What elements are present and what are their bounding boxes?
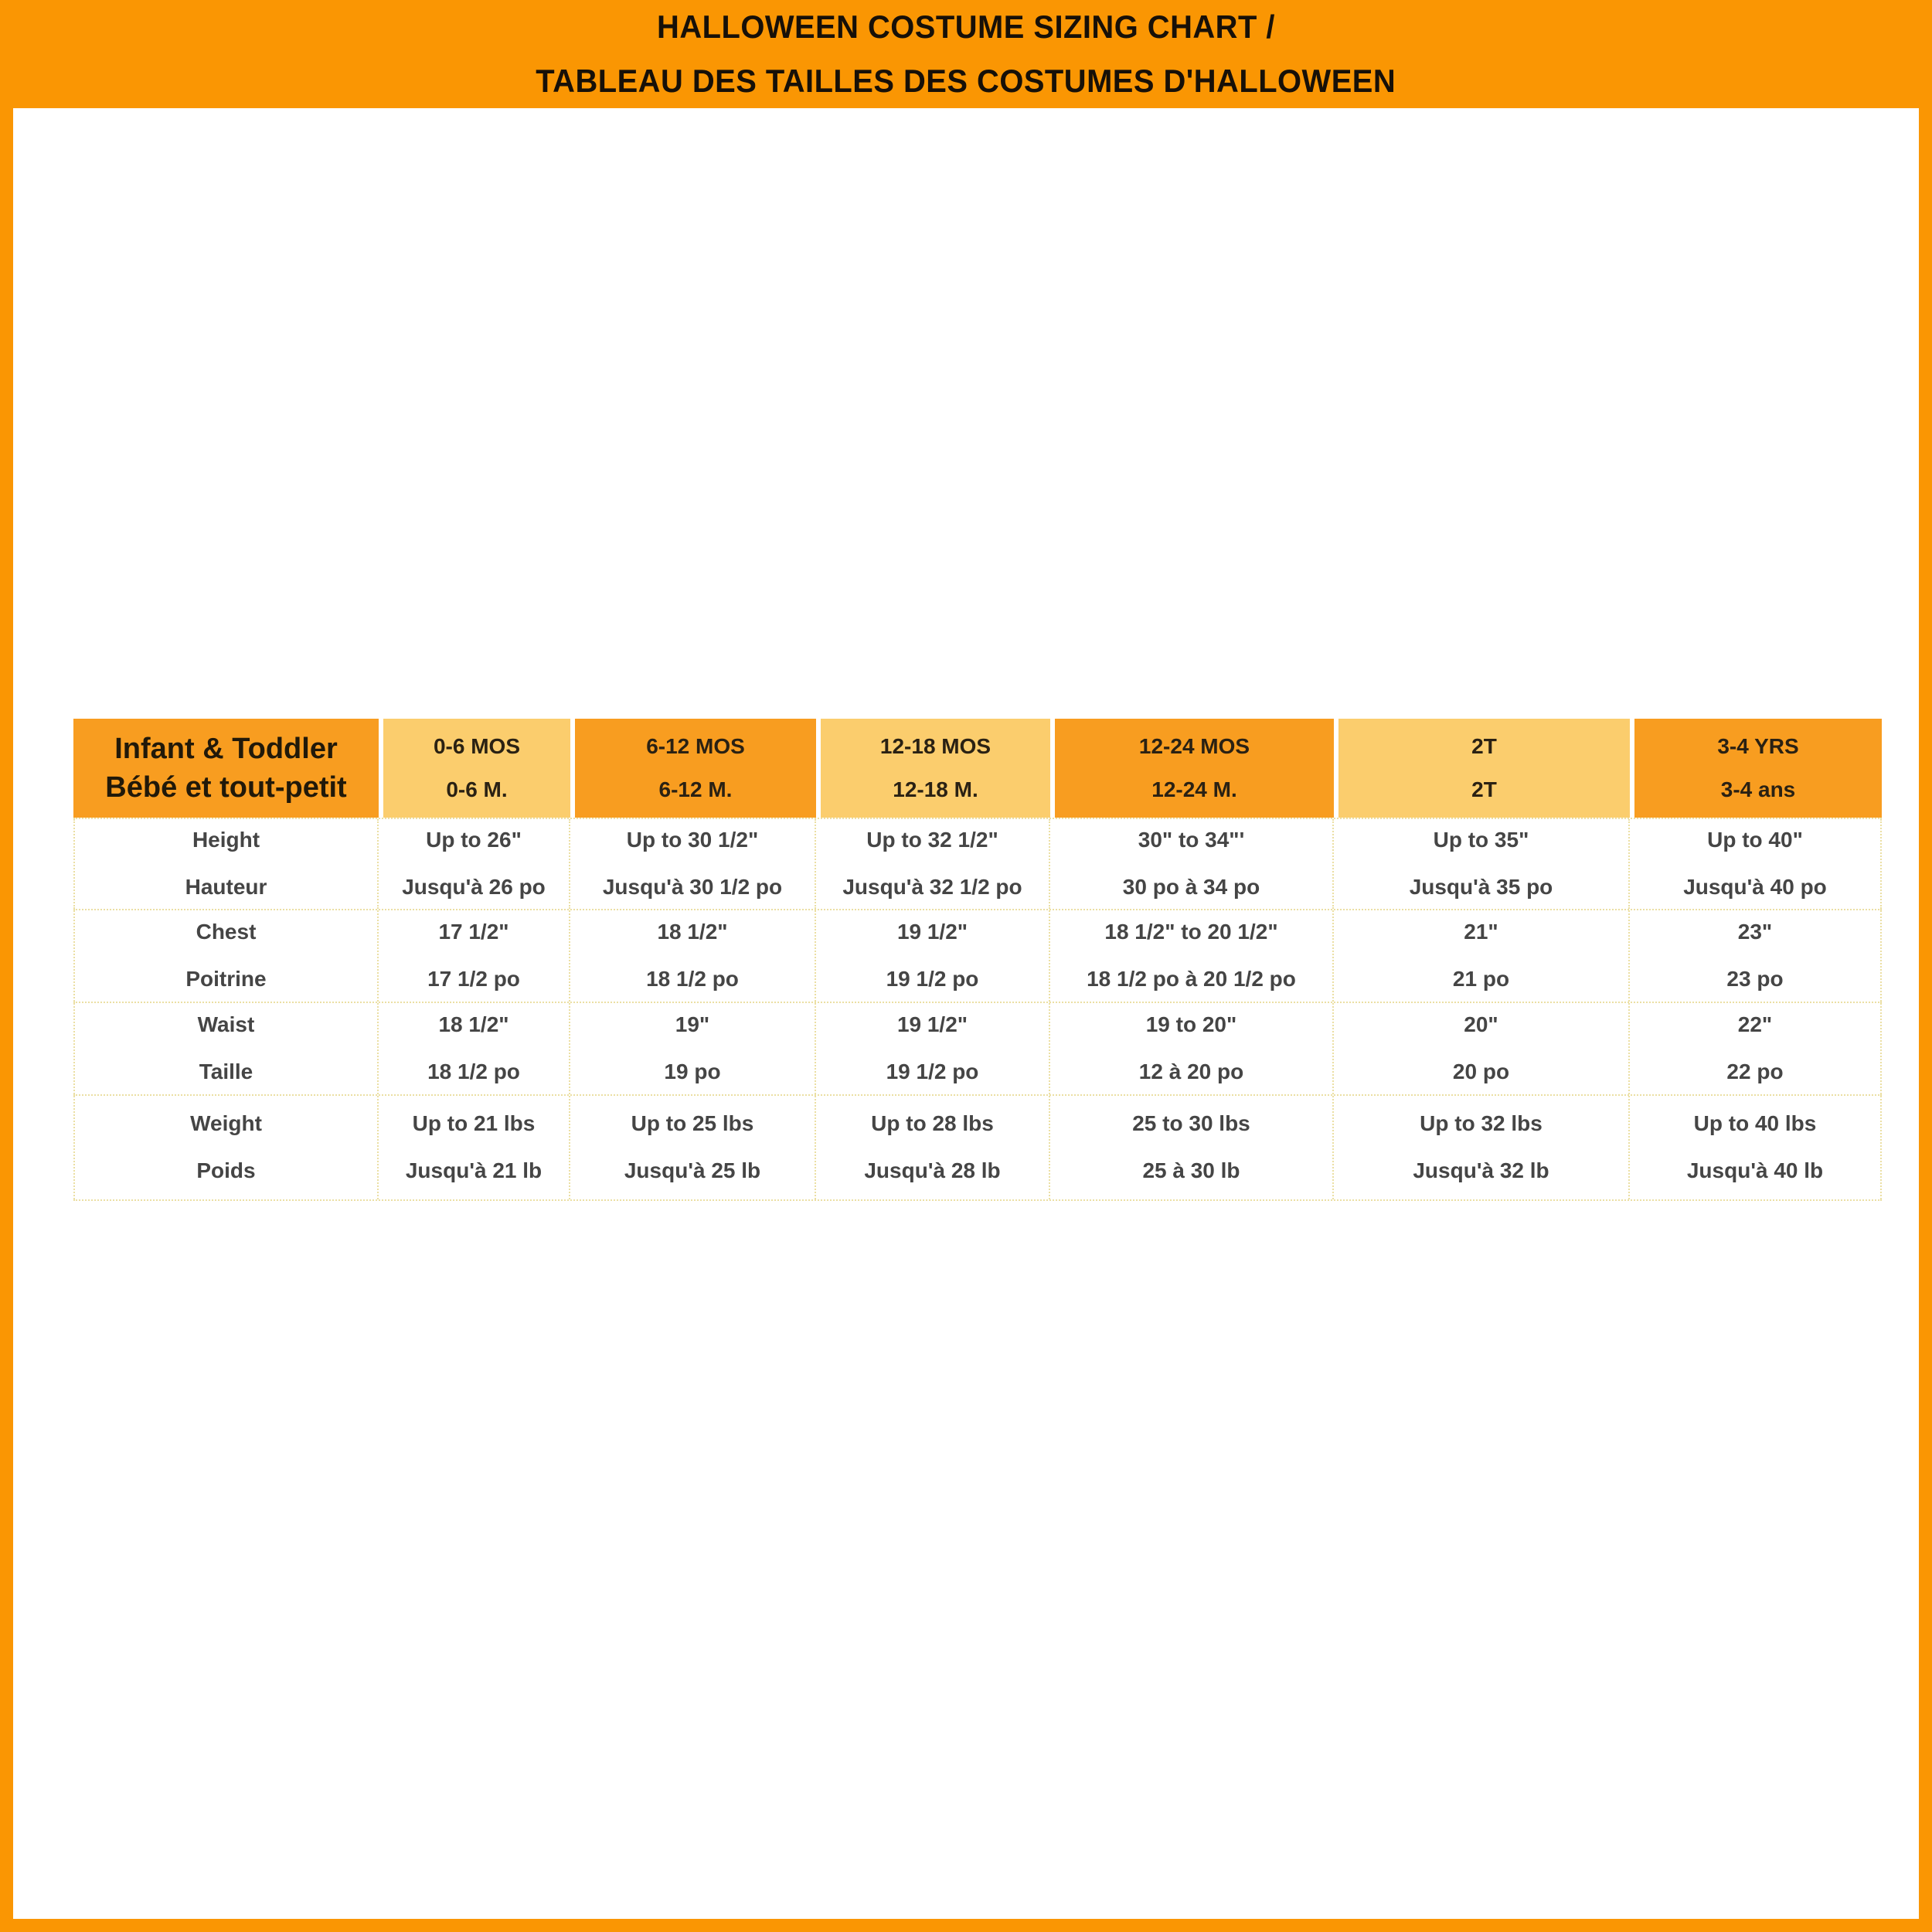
waist-12-24-mos-cell <box>1050 1003 1334 1094</box>
cell-value-en: Up to 21 lbs <box>412 1111 536 1136</box>
waist-3-4-yrs-cell <box>1630 1003 1882 1094</box>
header-6-12-mos <box>570 719 816 818</box>
header-infant-toddler <box>73 719 379 818</box>
header-2t <box>1334 719 1630 818</box>
header-0-6-mos <box>379 719 570 818</box>
weight-0-6-mos-cell <box>379 1096 570 1199</box>
height-12-24-mos-cell <box>1050 819 1334 909</box>
row-label-waist-en: Waist <box>197 1012 255 1037</box>
row-label-chest-fr: Poitrine <box>185 967 267 991</box>
cell-value-fr: Jusqu'à 28 lb <box>864 1158 1001 1182</box>
header-0-6-mos-fr: 0-6 M. <box>446 777 508 801</box>
cell-value-en: 18 1/2" to 20 1/2" <box>1104 920 1278 944</box>
cell-value-en: Up to 35" <box>1433 828 1529 852</box>
height-12-18-mos-cell <box>816 819 1050 909</box>
row-label-chest <box>73 910 379 1002</box>
frame-left-border <box>0 108 13 1932</box>
height-6-12-mos-cell <box>570 819 816 909</box>
cell-value-fr: 19 1/2 po <box>886 1060 979 1083</box>
table-row-waist <box>73 1003 1882 1096</box>
table-body <box>73 818 1882 1201</box>
chest-2t-cell <box>1334 910 1630 1002</box>
cell-value-fr: 25 à 30 lb <box>1142 1158 1240 1182</box>
cell-value-fr: Jusqu'à 40 po <box>1683 875 1827 899</box>
chest-6-12-mos-cell <box>570 910 816 1002</box>
header-2t-fr: 2T <box>1471 777 1497 801</box>
header-12-18-mos-en: 12-18 MOS <box>879 734 992 758</box>
height-3-4-yrs-cell <box>1630 819 1882 909</box>
row-label-height-fr: Hauteur <box>185 875 267 899</box>
waist-12-18-mos-cell <box>816 1003 1050 1094</box>
row-label-chest-en: Chest <box>196 920 257 944</box>
chest-12-24-mos-cell <box>1050 910 1334 1002</box>
cell-value-en: Up to 40 lbs <box>1693 1111 1817 1136</box>
chest-12-18-mos-cell <box>816 910 1050 1002</box>
frame-right-border <box>1919 108 1932 1932</box>
cell-value-fr: 17 1/2 po <box>427 967 520 991</box>
header-3-4-yrs-en: 3-4 YRS <box>1717 734 1799 758</box>
frame-bottom-border <box>0 1919 1932 1932</box>
waist-2t-cell <box>1334 1003 1630 1094</box>
cell-value-en: 23" <box>1737 920 1773 944</box>
cell-value-fr: Jusqu'à 26 po <box>402 875 546 899</box>
cell-value-en: 30" to 34"' <box>1138 828 1245 852</box>
cell-value-en: Up to 25 lbs <box>631 1111 754 1136</box>
cell-value-fr: 20 po <box>1452 1060 1510 1083</box>
height-2t-cell <box>1334 819 1630 909</box>
header-12-24-mos-fr: 12-24 M. <box>1151 777 1237 801</box>
header-infant-toddler-en: Infant & Toddler <box>114 732 338 765</box>
row-label-weight-en: Weight <box>190 1111 262 1136</box>
cell-value-fr: Jusqu'à 32 1/2 po <box>842 875 1022 899</box>
header-6-12-mos-en: 6-12 MOS <box>646 734 745 758</box>
cell-value-fr: 30 po à 34 po <box>1122 875 1260 899</box>
cell-value-fr: 18 1/2 po <box>427 1060 520 1083</box>
row-label-height-en: Height <box>192 828 260 852</box>
cell-value-fr: Jusqu'à 21 lb <box>405 1158 543 1182</box>
cell-value-fr: 23 po <box>1726 967 1784 991</box>
waist-0-6-mos-cell <box>379 1003 570 1094</box>
weight-12-24-mos-cell <box>1050 1096 1334 1199</box>
header-3-4-yrs-fr: 3-4 ans <box>1720 777 1796 801</box>
cell-value-en: 20" <box>1464 1012 1498 1037</box>
cell-value-fr: 12 à 20 po <box>1138 1060 1244 1083</box>
page-title-french: TABLEAU DES TAILLES DES COSTUMES D'HALLOWEEN <box>536 63 1396 99</box>
table-row-weight <box>73 1096 1882 1201</box>
row-label-waist-fr: Taille <box>199 1060 253 1083</box>
cell-value-fr: Jusqu'à 32 lb <box>1413 1158 1549 1182</box>
table-row-chest <box>73 910 1882 1003</box>
row-label-weight <box>73 1096 379 1199</box>
cell-value-en: Up to 32 lbs <box>1420 1111 1543 1136</box>
header-6-12-mos-fr: 6-12 M. <box>658 777 733 801</box>
cell-value-fr: Jusqu'à 25 lb <box>624 1158 761 1182</box>
header-12-18-mos <box>816 719 1050 818</box>
cell-value-en: 18 1/2" <box>657 920 728 944</box>
page-title-english: HALLOWEEN COSTUME SIZING CHART / <box>657 9 1275 45</box>
row-label-weight-fr: Poids <box>196 1158 256 1182</box>
cell-value-fr: 18 1/2 po à 20 1/2 po <box>1087 967 1296 991</box>
cell-value-fr: Jusqu'à 35 po <box>1409 875 1553 899</box>
header-3-4-yrs <box>1630 719 1882 818</box>
chest-3-4-yrs-cell <box>1630 910 1882 1002</box>
cell-value-fr: Jusqu'à 30 1/2 po <box>602 875 783 899</box>
header-0-6-mos-en: 0-6 MOS <box>433 734 521 758</box>
header-infant-toddler-fr: Bébé et tout-petit <box>105 770 347 804</box>
header-12-24-mos-en: 12-24 MOS <box>1138 734 1250 758</box>
cell-value-en: 25 to 30 lbs <box>1132 1111 1250 1136</box>
sizing-table <box>73 719 1882 1201</box>
cell-value-fr: 18 1/2 po <box>646 967 739 991</box>
cell-value-fr: Jusqu'à 40 lb <box>1686 1158 1824 1182</box>
cell-value-en: Up to 32 1/2" <box>866 828 998 852</box>
header-2t-en: 2T <box>1471 734 1497 758</box>
cell-value-fr: 21 po <box>1452 967 1510 991</box>
cell-value-en: 22" <box>1737 1012 1773 1037</box>
cell-value-en: Up to 28 lbs <box>871 1111 994 1136</box>
weight-12-18-mos-cell <box>816 1096 1050 1199</box>
cell-value-en: 19 1/2" <box>896 1012 968 1037</box>
cell-value-en: Up to 26" <box>426 828 522 852</box>
cell-value-en: 18 1/2" <box>438 1012 509 1037</box>
weight-3-4-yrs-cell <box>1630 1096 1882 1199</box>
cell-value-en: 19 1/2" <box>896 920 968 944</box>
header-12-24-mos <box>1050 719 1334 818</box>
row-label-height <box>73 819 379 909</box>
cell-value-fr: 19 po <box>664 1060 721 1083</box>
header-12-18-mos-fr: 12-18 M. <box>893 777 978 801</box>
cell-value-en: 21" <box>1464 920 1498 944</box>
waist-6-12-mos-cell <box>570 1003 816 1094</box>
weight-2t-cell <box>1334 1096 1630 1199</box>
chest-0-6-mos-cell <box>379 910 570 1002</box>
cell-value-en: Up to 30 1/2" <box>626 828 759 852</box>
cell-value-fr: 19 1/2 po <box>886 967 979 991</box>
cell-value-en: 19 to 20" <box>1145 1012 1237 1037</box>
table-header-row <box>73 719 1882 818</box>
cell-value-fr: 22 po <box>1726 1060 1784 1083</box>
height-0-6-mos-cell <box>379 819 570 909</box>
table-row-height <box>73 818 1882 910</box>
cell-value-en: 19" <box>675 1012 710 1037</box>
cell-value-en: 17 1/2" <box>438 920 509 944</box>
weight-6-12-mos-cell <box>570 1096 816 1199</box>
cell-value-en: Up to 40" <box>1707 828 1803 852</box>
title-banner <box>0 0 1932 108</box>
row-label-waist <box>73 1003 379 1094</box>
